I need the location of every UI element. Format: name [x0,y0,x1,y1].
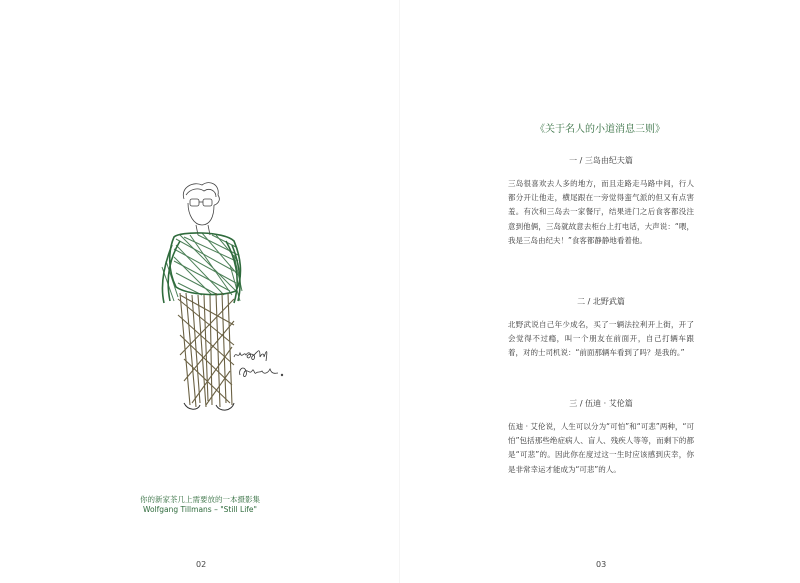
caption-english: Wolfgang Tillmans – "Still Life" [143,505,257,514]
section-woody-allen [508,398,694,477]
section-body: 三岛很喜欢去人多的地方，而且走路走马路中间，行人都分开让他走，横尾跟在一旁觉得蛮气派的但又有点害羞。有次和三岛去一家餐厅，结果进门之后食客都没注意到他俩，三岛就故意去柜台上打电话，大声说：“喂，我是三岛由纪夫！”食客都静静地看着他。 [508,179,694,245]
article-title: 《关于名人的小道消息三则》 [535,124,665,135]
signature [232,345,292,385]
section-mishima [508,155,694,248]
page-number-left: 02 [196,560,207,569]
right-page [400,0,800,583]
section-body: 伍迪 · 艾伦说，人生可以分为“可怕”和“可悲”两种，“可怕”包括那些绝症病人、盲人、残疾人等等，而剩下的都是“可悲”的。因此你在度过这一生时应该感到庆幸，你是非常幸运才能成为“可悲”的人。 [508,422,694,474]
section-heading: 一 / 三岛由纪夫篇 [569,156,633,165]
caption-chinese: 你的新家茶几上需要放的一本摄影集 [140,495,260,504]
section-body: 北野武说自己年少成名，买了一辆法拉利开上街，开了会觉得不过瘾，叫一个朋友在前面开，自己打辆车跟着，对的士司机说：“前面那辆车看到了吗？是我的。” [508,320,694,358]
section-heading: 三 / 伍迪 · 艾伦篇 [569,399,633,408]
section-kitano [508,296,694,361]
page-number-right: 03 [596,560,607,569]
section-heading: 二 / 北野武篇 [577,297,625,306]
